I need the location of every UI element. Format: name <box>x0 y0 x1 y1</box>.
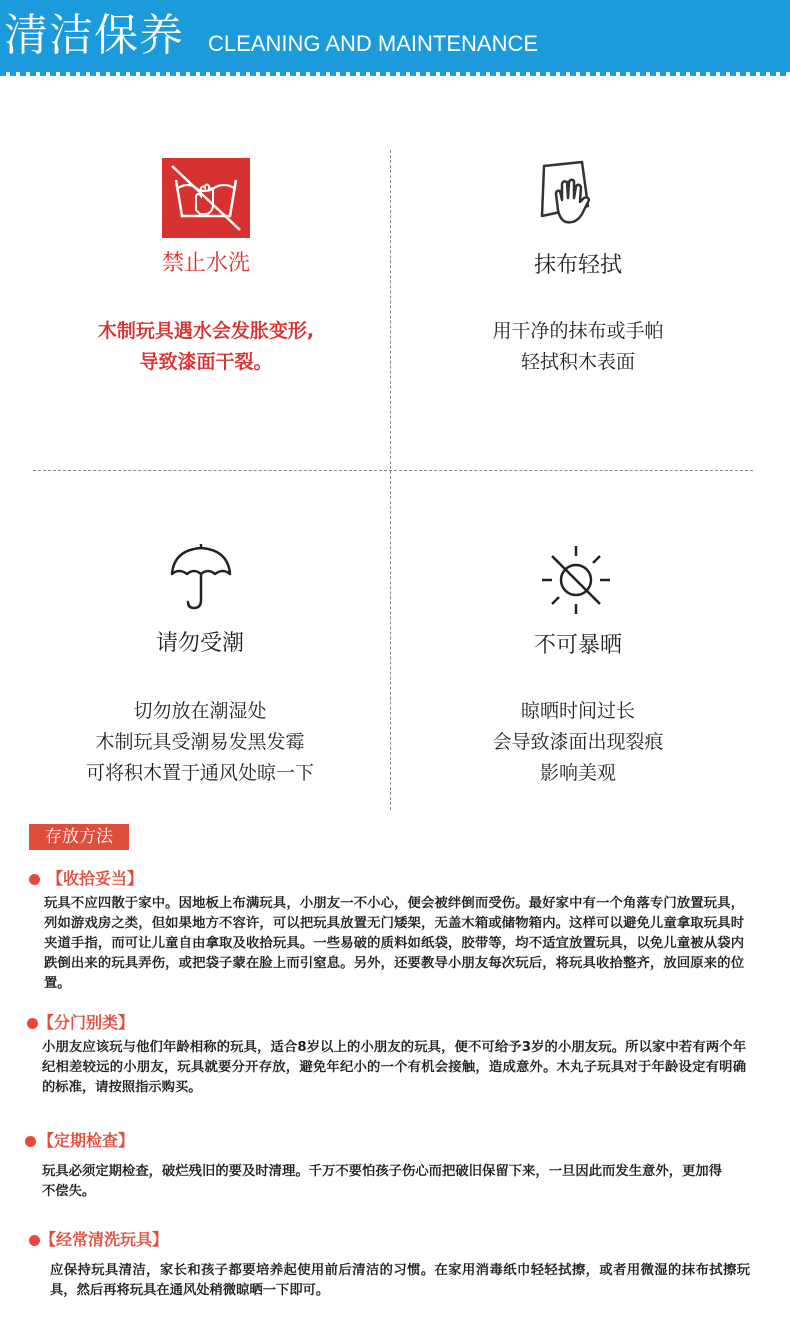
desc-line: 会导致漆面出现裂痕 <box>492 731 664 753</box>
desc-line: 木制玩具受潮易发黑发霉 <box>95 731 305 753</box>
umbrella-icon <box>168 540 234 612</box>
care-cell-wipe <box>408 150 748 460</box>
item-title-categorize: 【分门别类】 <box>38 1013 135 1032</box>
desc-line: 轻拭积木表面 <box>520 351 635 373</box>
hand-wipe-cloth-icon <box>532 160 602 230</box>
no-sun-icon <box>540 544 612 616</box>
bullet-dot <box>25 1136 36 1147</box>
item-title-inspect: 【定期检查】 <box>38 1131 135 1150</box>
header-title-cn: 清洁保养 <box>4 10 184 61</box>
desc-line: 影响美观 <box>539 762 616 784</box>
item-title-tidy: 【收拾妥当】 <box>47 869 144 888</box>
storage-section-label: 存放方法 <box>29 824 129 850</box>
item-text-categorize: 小朋友应该玩与他们年龄相称的玩具，适合8岁以上的小朋友的玩具，便不可给予3岁的小朋友玩。所以家中若有两个年纪相差较远的小朋友，玩具就要分开存放，避免年纪小的一个有机会接触，造成意外。木丸子玩具对于年龄设定有明确的标准，请按照指示购买。 <box>42 1040 746 1095</box>
cell-title-no-damp: 请勿受潮 <box>155 631 244 656</box>
cell-title-no-sun: 不可暴晒 <box>533 633 622 658</box>
care-cell-no-damp <box>30 520 370 810</box>
cell-desc-wipe <box>408 316 748 378</box>
grid-horizontal-divider <box>33 470 753 471</box>
header-divider <box>0 72 790 76</box>
cell-title-no-washing: 禁止水洗 <box>161 251 250 276</box>
desc-line: 可将积木置于通风处晾一下 <box>85 762 314 784</box>
item-text-clean: 应保持玩具清洁，家长和孩子都要培养起使用前后清洁的习惯。在家用消毒纸巾轻轻拭擦，或者用微湿的抹布拭擦玩具，然后再将玩具在通风处稍微晾晒一下即可。 <box>50 1263 750 1298</box>
header-title-en: CLEANING AND MAINTENANCE <box>208 31 539 56</box>
desc-line: 晾晒时间过长 <box>520 700 635 722</box>
desc-line: 用干净的抹布或手帕 <box>492 320 664 342</box>
cell-desc-no-sun <box>408 696 748 789</box>
item-text-tidy: 玩具不应四散于家中。因地板上布满玩具，小朋友一不小心，便会被绊倒而受伤。最好家中有一个角落专门放置玩具，列如游戏房之类，但如果地方不容许，可以把玩具放置无门矮架，无盖木箱或储物箱内。这样可以避免儿童拿取玩具时夹道手指，而可让儿童自由拿取及收拾玩具。一些易破的质料如纸袋，胶带等，均不适宜放置玩具，以免儿童被从袋内跌倒出来的玩具弄伤，或把袋子蒙在脸上而引窒息。另外，还要教导小朋友每次玩后，将玩具收拾整齐，放回原来的位置。 <box>44 896 744 991</box>
desc-line: 木制玩具遇水会发胀变形, <box>97 320 315 342</box>
care-cell-no-washing <box>36 150 376 460</box>
no-washing-icon <box>162 158 250 238</box>
cell-desc-no-washing <box>36 316 376 378</box>
bullet-dot <box>29 1235 40 1246</box>
cell-desc-no-damp <box>30 696 370 789</box>
bullet-dot <box>29 874 40 885</box>
header-banner <box>0 0 790 72</box>
grid-vertical-divider <box>390 150 391 810</box>
bullet-dot <box>27 1018 38 1029</box>
item-title-clean: 【经常清洗玩具】 <box>40 1230 169 1249</box>
desc-line: 切勿放在潮湿处 <box>133 700 267 722</box>
desc-line: 导致漆面干裂。 <box>139 351 273 373</box>
care-cell-no-sun <box>408 520 748 810</box>
cell-title-wipe: 抹布轻拭 <box>533 253 622 278</box>
item-text-inspect: 玩具必须定期检查，破烂残旧的要及时清理。千万不要怕孩子伤心而把破旧保留下来，一旦因此而发生意外，更加得不偿失。 <box>42 1164 722 1199</box>
